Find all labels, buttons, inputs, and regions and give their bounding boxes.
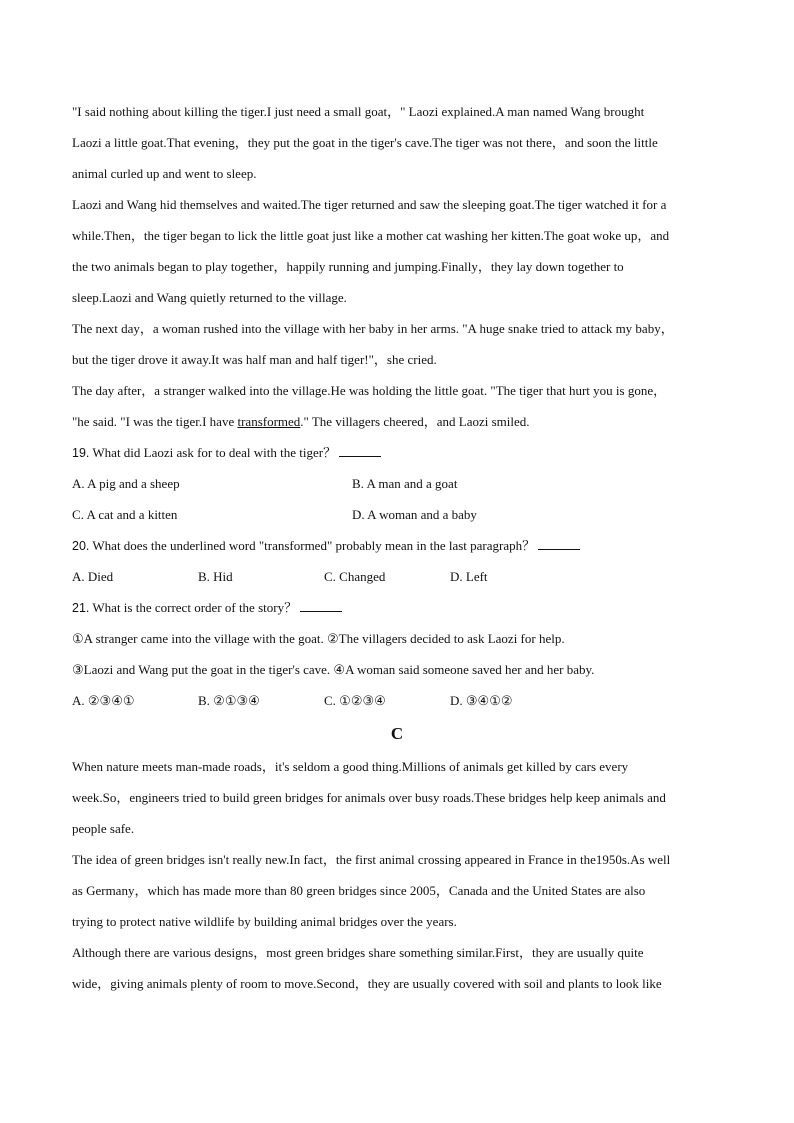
- options-row: [72, 474, 722, 505]
- paragraph-line: as Germany，which has made more than 80 green bridges since 2005，Canada and the United States are also: [72, 883, 646, 898]
- paragraph-line: The idea of green bridges isn't really new.In fact，the first animal crossing appeared in France in the1950s.As well: [72, 852, 671, 867]
- option-c: C. Changed: [324, 569, 386, 584]
- question-text: What did Laozi ask for to deal with the tiger？: [89, 445, 337, 460]
- question-20: [72, 536, 722, 567]
- paragraph-line: "I said nothing about killing the tiger.I just need a small goat，" Laozi explained.A man named Wang brought: [72, 104, 645, 119]
- option-a: A. Died: [72, 569, 114, 584]
- text-span: ." The villagers cheered，and Laozi smiled.: [300, 414, 530, 429]
- paragraph-line: Laozi a little goat.That evening，they put the goat in the tiger's cave.The tiger was not there，and soon the little: [72, 135, 658, 150]
- option-a: A. A pig and a sheep: [72, 476, 180, 491]
- event-list-line: ③Laozi and Wang put the goat in the tiger's cave. ④A woman said someone saved her and her baby.: [72, 662, 595, 677]
- option-c: C. ①②③④: [324, 693, 386, 708]
- options-row: [72, 567, 722, 598]
- section-heading: C: [390, 724, 404, 743]
- answer-blank: [300, 599, 342, 612]
- question-number: 21.: [72, 601, 90, 615]
- option-a: A. ②③④①: [72, 693, 135, 708]
- question-text: What does the underlined word "transformed" probably mean in the last paragraph？: [89, 538, 536, 553]
- text-span: "he said. "I was the tiger.I have: [72, 414, 238, 429]
- paragraph-line: The day after，a stranger walked into the village.He was holding the little goat. "The tiger that hurt you is gone，: [72, 383, 667, 398]
- question-21: [72, 598, 722, 629]
- option-d: D. ③④①②: [450, 693, 513, 708]
- event-list-line: ①A stranger came into the village with the goat. ②The villagers decided to ask Laozi for help.: [72, 631, 565, 646]
- paragraph-line: Although there are various designs，most green bridges share something similar.First，they are usually quite: [72, 945, 644, 960]
- option-d: D. A woman and a baby: [352, 507, 477, 522]
- question-number: 19.: [72, 446, 90, 460]
- question-number: 20.: [72, 539, 90, 553]
- option-b: B. Hid: [198, 569, 233, 584]
- paragraph-line: [72, 412, 722, 443]
- options-row: [72, 691, 722, 722]
- underlined-word: transformed: [237, 414, 301, 429]
- document-page: [72, 102, 722, 1005]
- answer-blank: [339, 444, 381, 457]
- option-c: C. A cat and a kitten: [72, 507, 178, 522]
- question-text: What is the correct order of the story？: [89, 600, 298, 615]
- option-b: B. A man and a goat: [352, 476, 458, 491]
- options-row: [72, 505, 722, 536]
- paragraph-line: trying to protect native wildlife by building animal bridges over the years.: [72, 914, 457, 929]
- question-19: [72, 443, 722, 474]
- paragraph-line: animal curled up and went to sleep.: [72, 166, 257, 181]
- paragraph-line: Laozi and Wang hid themselves and waited.The tiger returned and saw the sleeping goat.The tiger watched it for a: [72, 197, 667, 212]
- paragraph-line: The next day，a woman rushed into the village with her baby in her arms. "A huge snake tried to attack my baby，: [72, 321, 674, 336]
- paragraph-line: When nature meets man-made roads，it's seldom a good thing.Millions of animals get killed by cars every: [72, 759, 629, 774]
- paragraph-line: wide，giving animals plenty of room to move.Second，they are usually covered with soil and plants to look like: [72, 976, 662, 991]
- option-d: D. Left: [450, 569, 488, 584]
- paragraph-line: week.So，engineers tried to build green bridges for animals over busy roads.These bridges help keep animals and: [72, 790, 666, 805]
- option-b: B. ②①③④: [198, 693, 260, 708]
- paragraph-line: people safe.: [72, 821, 135, 836]
- paragraph-line: sleep.Laozi and Wang quietly returned to the village.: [72, 290, 347, 305]
- paragraph-line: the two animals began to play together，happily running and jumping.Finally，they lay down together to: [72, 259, 624, 274]
- paragraph-line: but the tiger drove it away.It was half man and half tiger!"，she cried.: [72, 352, 437, 367]
- paragraph-line: while.Then，the tiger began to lick the little goat just like a mother cat washing her kitten.The goat woke up，and: [72, 228, 670, 243]
- answer-blank: [538, 537, 580, 550]
